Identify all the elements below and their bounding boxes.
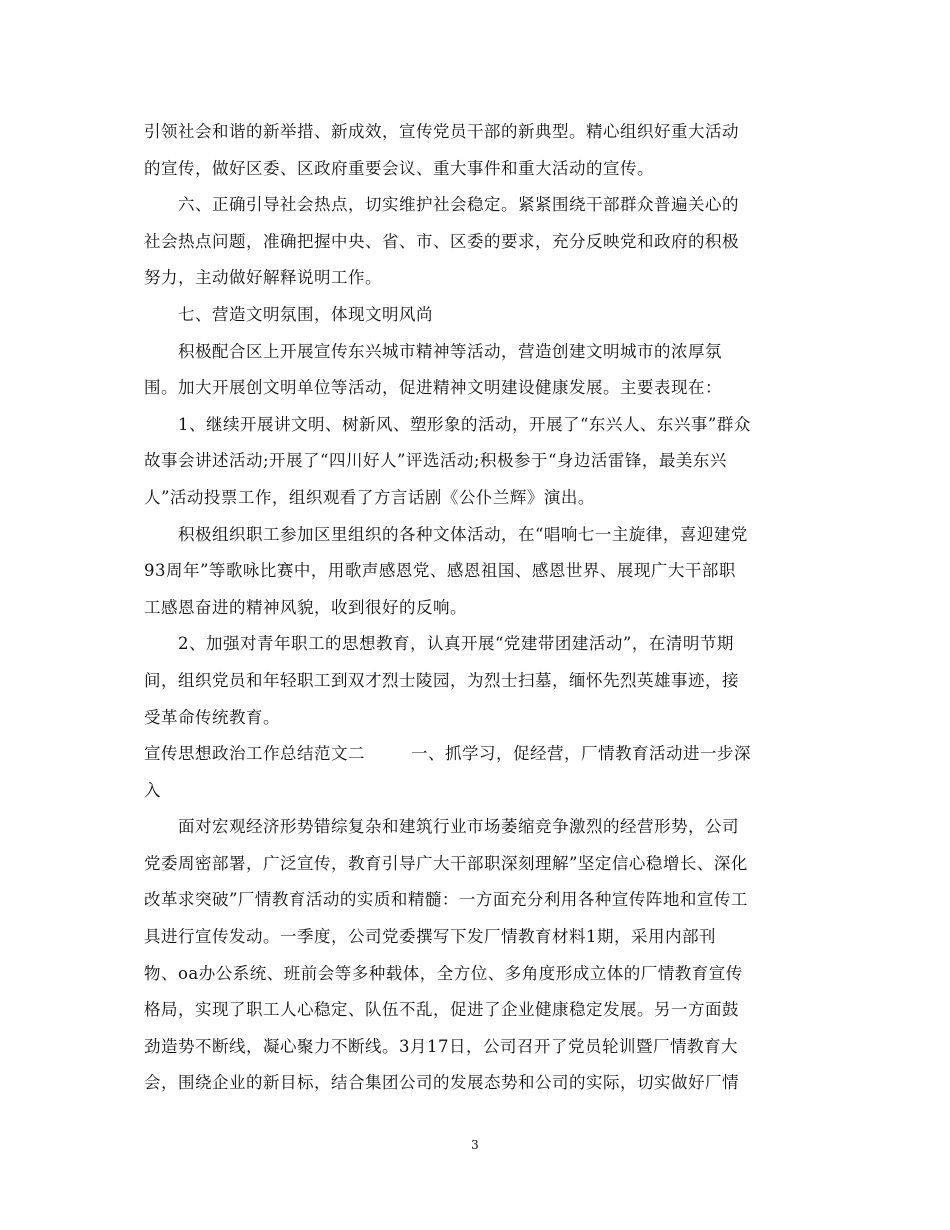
text-line: 努力，主动做好解释说明工作。: [144, 268, 382, 288]
text-line: 面对宏观经济形势错综复杂和建筑行业市场萎缩竞争激烈的经营形势，公司: [178, 817, 739, 837]
text-line: 故事会讲述活动;开展了“四川好人”评选活动;积极参于“身边活雷锋，最美东兴: [144, 451, 727, 471]
text-line: 入: [144, 780, 161, 800]
text-line: 社会热点问题，准确把握中央、省、市、区委的要求，充分反映党和政府的积极: [144, 231, 739, 251]
section-title-line: 宣传思想政治工作总结范文二 一、抓学习，促经营，厂情教育活动进一步深: [144, 744, 751, 764]
text-line: 2、加强对青年职工的思想教育，认真开展“党建带团建活动”，在清明节期: [178, 634, 734, 654]
text-line: 93周年”等歌咏比赛中，用歌声感恩党、感恩祖国、感恩世界、展现广大干部职: [144, 561, 736, 581]
text-line: 工感恩奋进的精神风貌，收到很好的反响。: [144, 597, 467, 617]
page-number: 3: [471, 1138, 479, 1152]
text-line: 间，组织党员和年轻职工到双才烈士陵园，为烈士扫墓，缅怀先烈英雄事迹，接: [144, 670, 739, 690]
text-line: 六、正确引导社会热点，切实维护社会稳定。紧紧围绕干部群众普遍关心的: [178, 195, 739, 215]
text-line: 格局，实现了职工人心稳定、队伍不乱，促进了企业健康稳定发展。另一方面鼓: [144, 1000, 739, 1020]
text-line: 物、oa办公系统、班前会等多种载体，全方位、多角度形成立体的厂情教育宣传: [144, 963, 743, 983]
text-line: 党委周密部署，广泛宣传，教育引导广大干部职深刻理解”坚定信心稳增长、深化: [144, 853, 748, 873]
text-line: 积极配合区上开展宣传东兴城市精神等活动，营造创建文明城市的浓厚氛: [178, 341, 722, 361]
text-line: 受革命传统教育。: [144, 707, 280, 727]
text-line: 劲造势不断线，凝心聚力不断线。3月17日，公司召开了党员轮训暨厂情教育大: [144, 1036, 738, 1056]
text-line: 人”活动投票工作，组织观看了方言话剧《公仆兰辉》演出。: [144, 487, 595, 507]
text-line: 改革求突破”厂情教育活动的实质和精髓：一方面充分利用各种宣传阵地和宣传工: [144, 890, 748, 910]
text-line: 的宣传，做好区委、区政府重要会议、重大事件和重大活动的宣传。: [144, 158, 654, 178]
text-line: 积极组织职工参加区里组织的各种文体活动，在“唱响七一主旋律，喜迎建党: [178, 524, 748, 544]
text-line: 1、继续开展讲文明、树新风、塑形象的活动，开展了“东兴人、东兴事”群众: [178, 414, 751, 434]
text-line: 会，围绕企业的新目标，结合集团公司的发展态势和公司的实际，切实做好厂情: [144, 1073, 739, 1093]
document-body: [144, 114, 808, 1102]
text-line: 围。加大开展创文明单位等活动，促进精神文明建设健康发展。主要表现在：: [144, 378, 722, 398]
section-heading: 七、营造文明氛围，体现文明风尚: [178, 304, 433, 324]
text-line: 引领社会和谐的新举措、新成效，宣传党员干部的新典型。精心组织好重大活动: [144, 122, 739, 141]
text-line: 具进行宣传发动。一季度，公司党委撰写下发厂情教育材料1期，采用内部刊: [144, 927, 716, 947]
